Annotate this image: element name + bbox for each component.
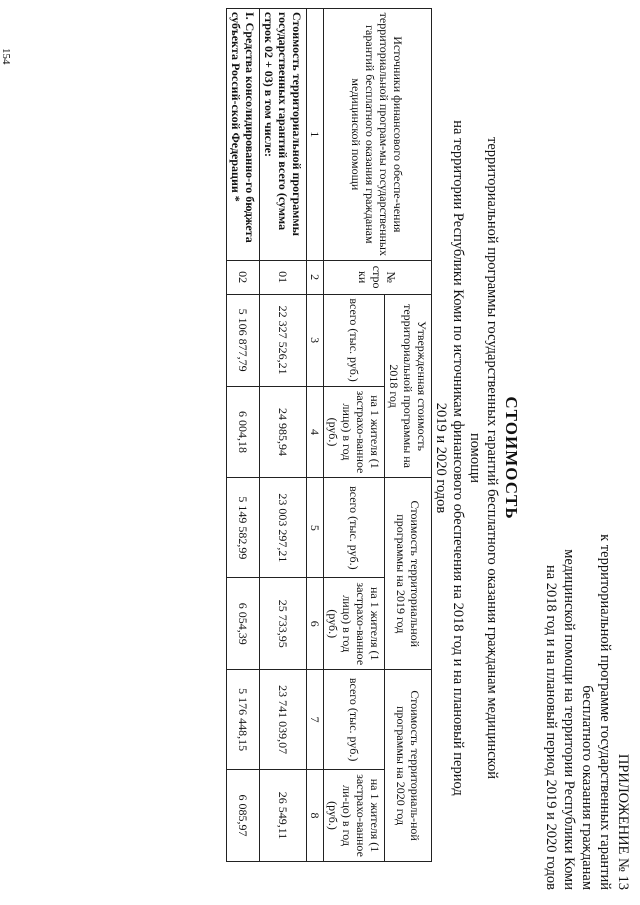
appendix-number: ПРИЛОЖЕНИЕ № 13 — [615, 753, 631, 890]
cell-2019-total: 5 149 582,99 — [227, 478, 260, 578]
subheader-per-capita: на 1 жителя (1 застрахо-ванное лицо) в год (руб.) — [324, 578, 385, 670]
subtitle-line: территориальной программы государственных гарантий бесплатного оказания гражданам медицинской помощи — [467, 137, 500, 779]
row-name: Стоимость территориальной программы государственных гарантий всего (сумма строк 02 + 03) в том числе: — [260, 9, 307, 261]
document-heading — [432, 118, 522, 798]
row-name: I. Средства консолидированно-го бюджета субъекта Россий-ской Федерации * — [227, 9, 260, 261]
column-number: 7 — [307, 670, 324, 770]
subheader-per-capita: на 1 жителя (1 застрахо-ванное лицо) в год (руб.) — [324, 386, 385, 478]
cell-2019-total: 23 003 297,21 — [260, 478, 307, 578]
column-number: 4 — [307, 386, 324, 478]
subheader-per-capita: на 1 жителя (1 застрахо-ванное ли-цо) в год (руб.) — [324, 770, 385, 862]
column-number: 8 — [307, 770, 324, 862]
column-number: 6 — [307, 578, 324, 670]
header-source: Источники финансового обеспе-чения территориальной програм-мы государственных гарантий бесплатного оказания гражданам медицинской помощи — [324, 9, 432, 261]
cell-2020-per-capita: 26 549,11 — [260, 770, 307, 862]
subheader-total: всего (тыс. руб.) — [324, 670, 385, 770]
header-2020: Стоимость территориаль-ной программы на 2020 год — [385, 670, 432, 862]
appendix-block — [542, 300, 632, 890]
appendix-line: бесплатного оказания гражданам — [579, 685, 595, 890]
subheader-total: всего (тыс. руб.) — [324, 294, 385, 386]
subheader-total: всего (тыс. руб.) — [324, 478, 385, 578]
document-title: СТОИМОСТЬ — [502, 396, 521, 520]
cell-2018-per-capita: 24 985,94 — [260, 386, 307, 478]
appendix-line: на 2018 год и на плановый период 2019 и 2020 годов — [543, 564, 559, 890]
row-number: 02 — [227, 260, 260, 294]
cell-2018-total: 5 106 877,79 — [227, 294, 260, 386]
appendix-line: медицинской помощи на территории Республики Коми — [561, 549, 577, 890]
cell-2020-per-capita: 6 085,97 — [227, 770, 260, 862]
column-number: 3 — [307, 294, 324, 386]
column-number: 1 — [307, 9, 324, 261]
subtitle-line: на территории Республики Коми по источникам финансового обеспечения на 2018 год и на плановый период — [450, 120, 466, 796]
cell-2020-total: 23 741 039,07 — [260, 670, 307, 770]
cost-table — [226, 8, 432, 862]
header-2019: Стоимость территориальной программы на 2019 год — [385, 478, 432, 670]
header-2018: Утвержденная стоимость территориальной программы на 2018 год — [385, 294, 432, 478]
cell-2018-per-capita: 6 004,18 — [227, 386, 260, 478]
header-row-number: № стро ки — [324, 260, 432, 294]
row-number: 01 — [260, 260, 307, 294]
appendix-line: к территориальной программе государственных гарантий — [597, 534, 613, 890]
cell-2019-per-capita: 6 054,39 — [227, 578, 260, 670]
table-row — [227, 9, 260, 862]
cell-2020-total: 5 176 448,15 — [227, 670, 260, 770]
page-number: 154 — [0, 48, 12, 65]
cell-2019-per-capita: 25 733,95 — [260, 578, 307, 670]
cell-2018-total: 22 327 526,21 — [260, 294, 307, 386]
column-number: 5 — [307, 478, 324, 578]
column-number: 2 — [307, 260, 324, 294]
table-row — [260, 9, 307, 862]
subtitle-line: 2019 и 2020 годов — [433, 402, 449, 514]
